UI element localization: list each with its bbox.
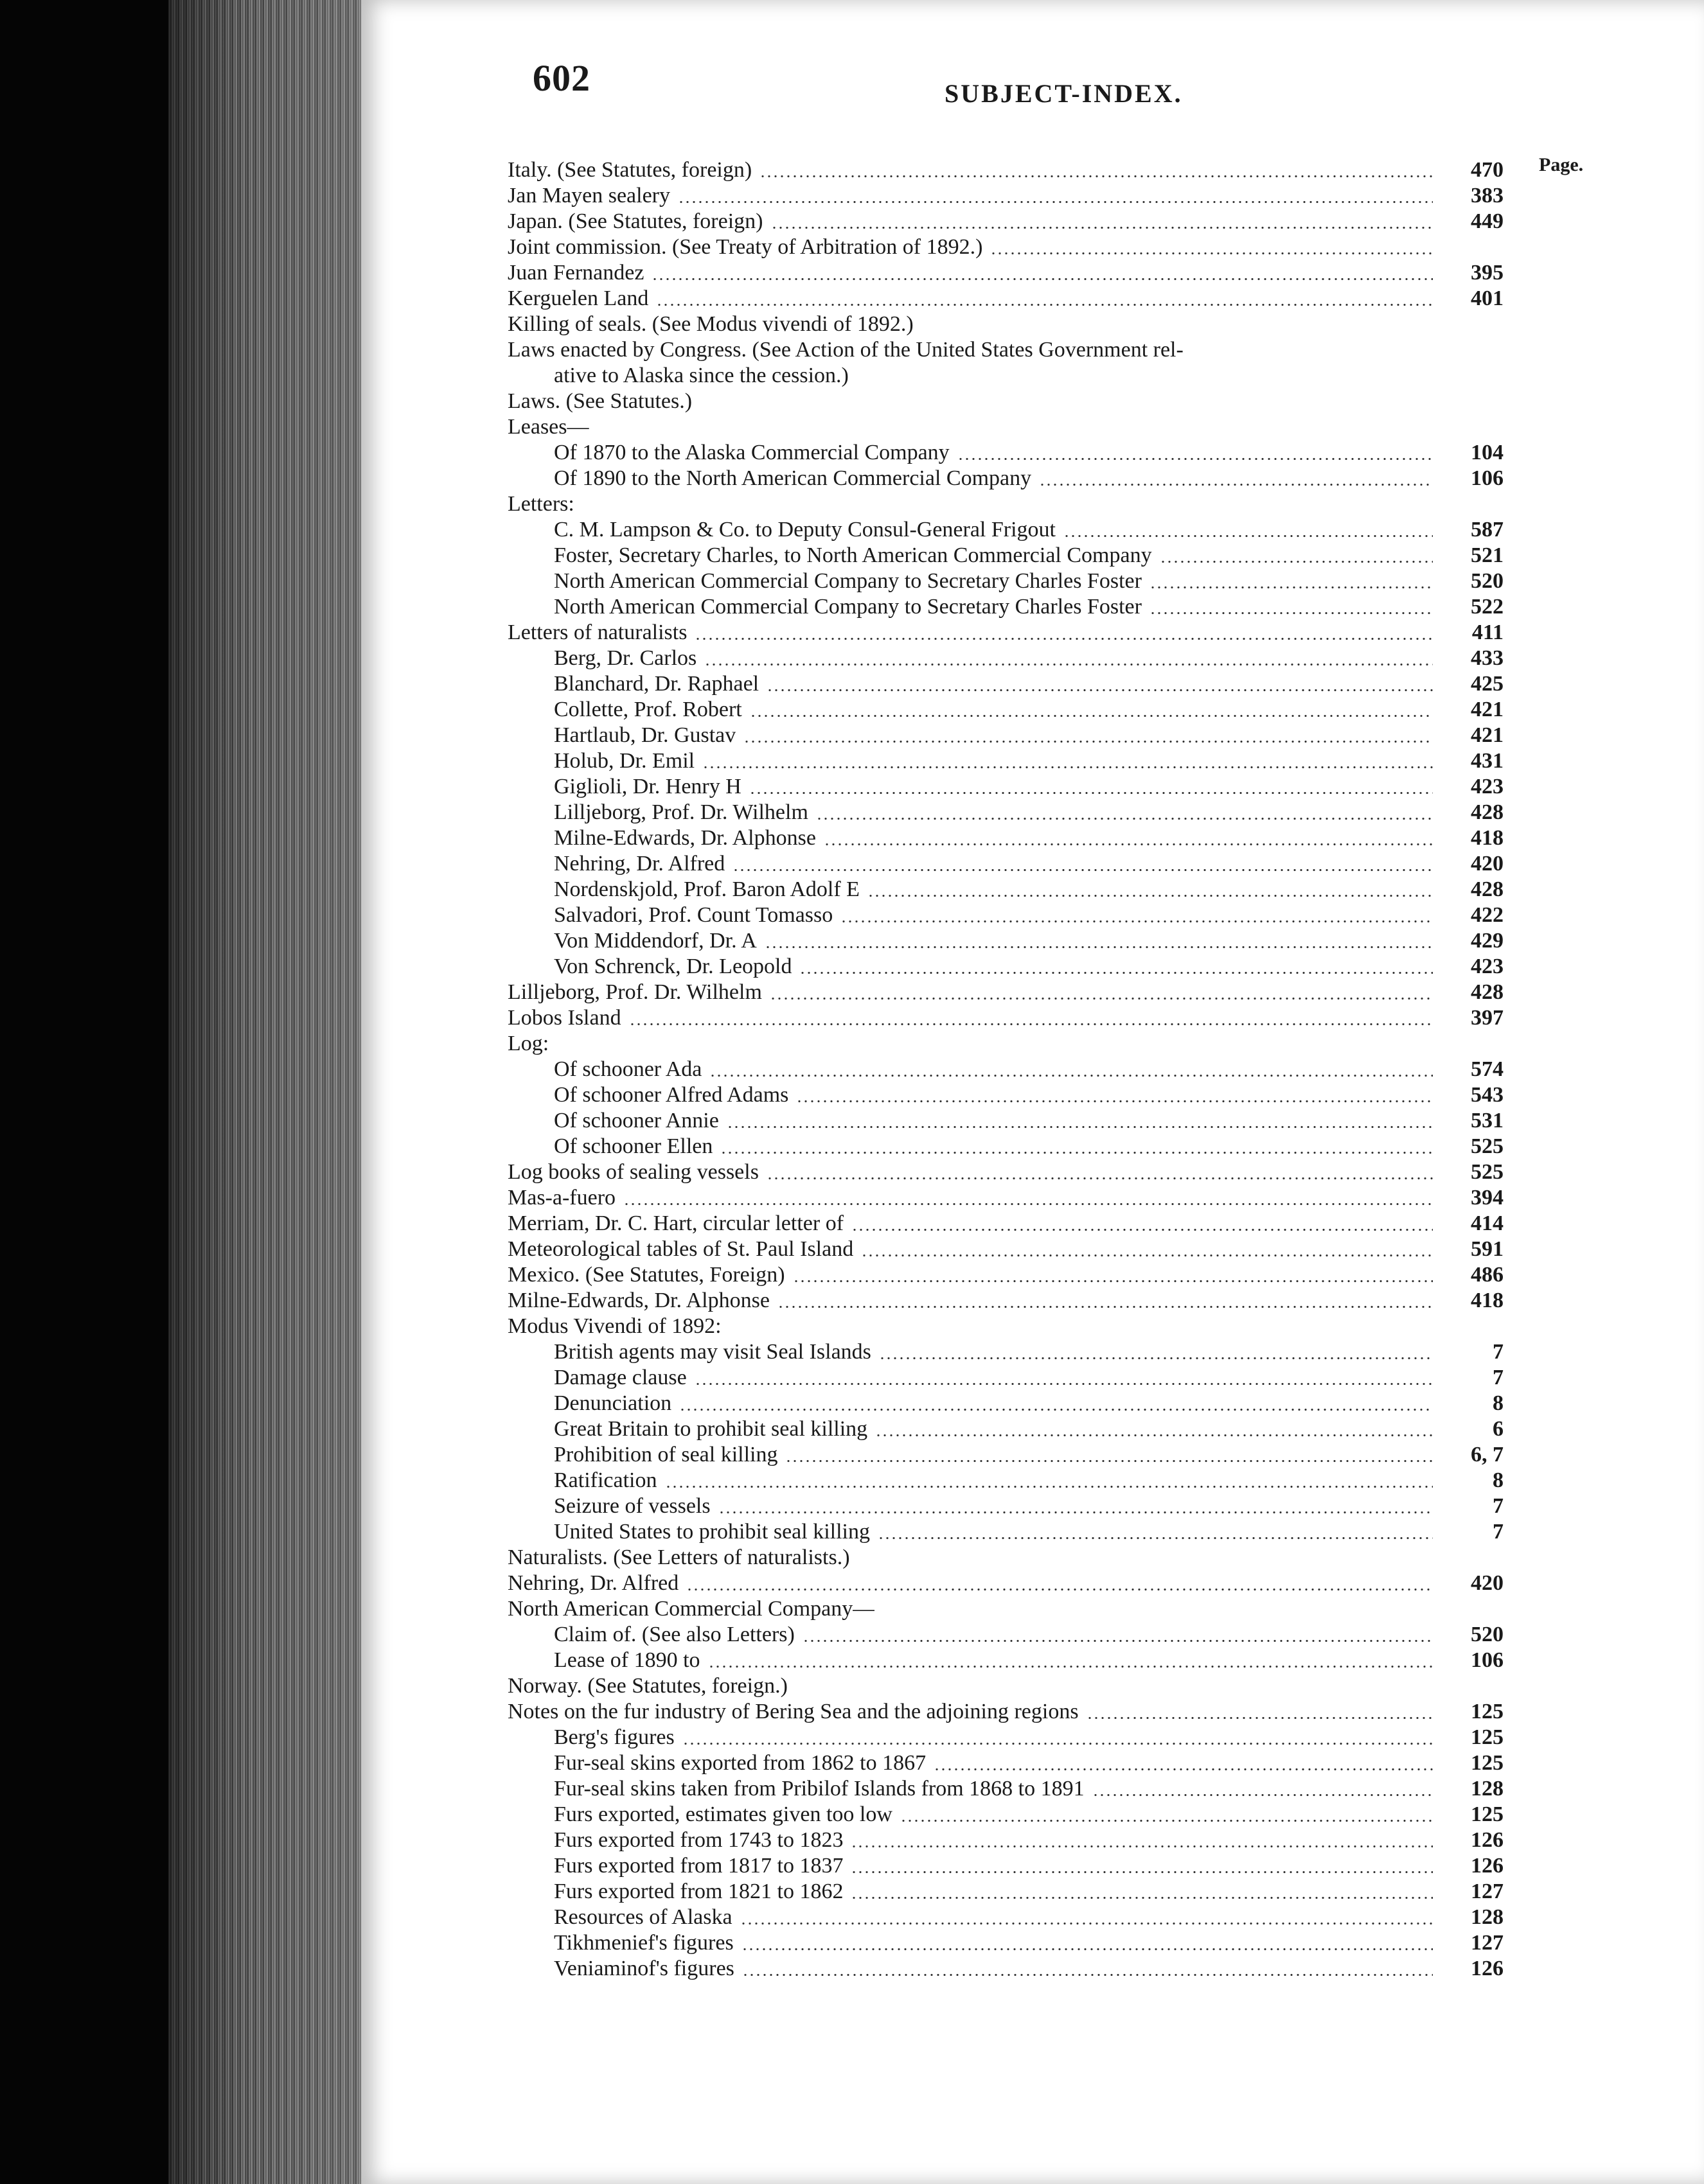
index-entry-text: Fur-seal skins exported from 1862 to 1867 — [554, 1751, 927, 1775]
index-entry — [508, 1750, 1504, 1776]
index-entry-text: Furs exported, estimates given too low — [554, 1802, 892, 1826]
index-entry — [508, 1853, 1504, 1879]
index-entry-text: Berg's figures — [554, 1725, 675, 1749]
index-entry-page: 104 — [1471, 441, 1504, 464]
index-entry — [508, 543, 1504, 568]
index-entry-text: Nehring, Dr. Alfred — [554, 852, 725, 876]
index-entry-text: Lobos Island — [508, 1006, 621, 1030]
index-entry-text: Milne-Edwards, Dr. Alphonse — [554, 826, 816, 850]
index-entry-text: Berg, Dr. Carlos — [554, 646, 697, 670]
index-entry-page: 411 — [1471, 621, 1504, 644]
dot-leader — [629, 1023, 1433, 1025]
index-entry-page: 421 — [1471, 698, 1504, 721]
dot-leader — [767, 1177, 1433, 1179]
index-entry — [508, 1905, 1504, 1930]
index-entry-text: Milne-Edwards, Dr. Alphonse — [508, 1289, 770, 1312]
index-entry-page: 428 — [1471, 800, 1504, 824]
index-entry-page: 106 — [1471, 466, 1504, 490]
dot-leader — [879, 1357, 1433, 1359]
index-entry — [508, 1827, 1504, 1853]
index-entry-text: Japan. (See Statutes, foreign) — [508, 209, 763, 233]
dot-leader — [708, 1666, 1433, 1668]
index-entry — [508, 1930, 1504, 1956]
index-entry-page: 425 — [1471, 672, 1504, 696]
dot-leader — [767, 689, 1433, 691]
dot-leader — [861, 1255, 1433, 1256]
index-entry — [508, 723, 1504, 748]
index-entry-page: 126 — [1471, 1828, 1504, 1852]
dot-leader — [656, 304, 1433, 306]
index-entry-text: Furs exported from 1743 to 1823 — [554, 1828, 844, 1852]
index-entry-text: Damage clause — [554, 1366, 687, 1389]
index-entry — [508, 1699, 1504, 1725]
dot-leader — [679, 1409, 1433, 1411]
dot-leader — [777, 1306, 1433, 1308]
index-entry — [508, 1622, 1504, 1648]
index-entry — [508, 1519, 1504, 1545]
index-entry-page: 127 — [1471, 1931, 1504, 1955]
index-entry-page: 383 — [1471, 184, 1504, 207]
dot-leader — [732, 869, 1433, 871]
index-entry-page: 414 — [1471, 1211, 1504, 1235]
dot-leader — [1092, 1794, 1433, 1796]
index-entry — [508, 1468, 1504, 1493]
index-entry-page: 126 — [1471, 1854, 1504, 1878]
index-entry-text: Prohibition of seal killing — [554, 1443, 778, 1466]
index-entry — [508, 800, 1504, 825]
index-entry-page: 7 — [1493, 1340, 1504, 1364]
index-entry-text: Of schooner Ada — [554, 1057, 702, 1081]
index-entry-page: 125 — [1471, 1700, 1504, 1723]
index-entry — [508, 1288, 1504, 1314]
index-entry — [508, 620, 1504, 646]
dot-leader — [851, 1871, 1433, 1873]
dot-leader — [702, 766, 1433, 768]
dot-leader — [695, 1383, 1433, 1385]
index-entry — [508, 1493, 1504, 1519]
index-entry-text: Log: — [508, 1032, 549, 1055]
index-entry-page: 449 — [1471, 209, 1504, 233]
index-entry — [508, 491, 1504, 517]
dot-leader — [742, 1974, 1433, 1976]
index-entry-page: 433 — [1471, 646, 1504, 670]
index-entry — [508, 209, 1504, 234]
index-entry-text: Lease of 1890 to — [554, 1648, 700, 1672]
dot-leader — [770, 998, 1433, 1000]
dot-leader — [741, 1948, 1433, 1950]
index-entry-text: Leases— — [508, 415, 589, 439]
index-entry — [508, 1776, 1504, 1802]
index-entry — [508, 774, 1504, 800]
index-entry — [508, 1031, 1504, 1057]
index-entry-text: Collette, Prof. Robert — [554, 698, 742, 721]
index-entry-text: Holub, Dr. Emil — [554, 749, 695, 773]
index-entry-page: 6, 7 — [1471, 1443, 1504, 1466]
index-entry-page: 428 — [1471, 877, 1504, 901]
dot-leader — [678, 201, 1433, 203]
index-entry — [508, 234, 1504, 260]
index-entry-page: 7 — [1493, 1366, 1504, 1389]
dot-leader — [957, 458, 1433, 460]
dot-leader — [759, 175, 1433, 177]
index-entry-text: Juan Fernandez — [508, 261, 644, 285]
dot-leader — [727, 1126, 1433, 1128]
index-entry — [508, 1648, 1504, 1673]
dot-leader — [686, 1589, 1433, 1590]
index-entry-page: 127 — [1471, 1880, 1504, 1903]
index-entry-text: Of schooner Annie — [554, 1109, 719, 1132]
index-entry-text: Giglioli, Dr. Henry H — [554, 775, 741, 798]
index-entry — [508, 1725, 1504, 1750]
index-entry — [508, 414, 1504, 440]
dot-leader — [740, 1923, 1433, 1924]
dot-leader — [709, 1075, 1433, 1077]
index-entry-text: Furs exported from 1821 to 1862 — [554, 1880, 844, 1903]
index-entry-page: 431 — [1471, 749, 1504, 773]
page-column-header: Page. — [1539, 154, 1584, 175]
index-entry — [508, 1442, 1504, 1468]
index-entry-page: 125 — [1471, 1725, 1504, 1749]
index-entry-text: North American Commercial Company to Secretary Charles Foster — [554, 595, 1142, 619]
index-entry — [508, 1005, 1504, 1031]
dot-leader — [799, 972, 1433, 974]
index-entry-page: 486 — [1471, 1263, 1504, 1287]
index-entry — [508, 1571, 1504, 1596]
dot-leader — [1149, 612, 1433, 614]
index-entry — [508, 697, 1504, 723]
dot-leader — [803, 1640, 1433, 1642]
index-entry-page: 418 — [1471, 1289, 1504, 1312]
index-entry-text: Norway. (See Statutes, foreign.) — [508, 1674, 788, 1698]
dot-leader — [785, 1460, 1433, 1462]
dot-leader — [1039, 484, 1433, 486]
index-entry-page: 521 — [1471, 543, 1504, 567]
dot-leader — [704, 664, 1433, 665]
index-entry-text: Nordenskjold, Prof. Baron Adolf E — [554, 877, 860, 901]
index-entry — [508, 1237, 1504, 1262]
index-entry-text: Denunciation — [554, 1391, 672, 1415]
page-number: 602 — [533, 57, 590, 99]
index-entry-page: 128 — [1471, 1777, 1504, 1801]
index-entry-text: Foster, Secretary Charles, to North American Commercial Company — [554, 543, 1152, 567]
dot-leader — [749, 792, 1433, 794]
index-entry-text: Great Britain to prohibit seal killing — [554, 1417, 868, 1441]
index-entry-page: 522 — [1471, 595, 1504, 619]
index-entry-page: 128 — [1471, 1905, 1504, 1929]
index-entry — [508, 1108, 1504, 1134]
index-entry-page: 395 — [1471, 261, 1504, 285]
index-entry — [508, 568, 1504, 594]
index-entry-text: Von Schrenck, Dr. Leopold — [554, 955, 792, 978]
dot-leader — [718, 1511, 1433, 1513]
index-entry-text: British agents may visit Seal Islands — [554, 1340, 871, 1364]
index-entry-page: 420 — [1471, 852, 1504, 876]
index-entry-text: Nehring, Dr. Alfred — [508, 1571, 679, 1595]
index-entry-text: Ratification — [554, 1468, 657, 1492]
index-entry-text: Veniaminof's figures — [554, 1957, 734, 1980]
index-entry — [508, 1159, 1504, 1185]
dot-leader — [1160, 561, 1433, 563]
index-entry — [508, 389, 1504, 414]
running-head: SUBJECT-INDEX. — [945, 79, 1183, 108]
index-entry-text: Claim of. (See also Letters) — [554, 1623, 795, 1646]
index-entry — [508, 1879, 1504, 1905]
index-entry-text: Naturalists. (See Letters of naturalists.) — [508, 1546, 850, 1569]
index-entry — [508, 1082, 1504, 1108]
dot-leader — [878, 1537, 1433, 1539]
index-entry-page: 423 — [1471, 955, 1504, 978]
index-entry-page: 125 — [1471, 1802, 1504, 1826]
index-entry — [508, 1134, 1504, 1159]
index-entry-text: Laws. (See Statutes.) — [508, 389, 693, 413]
dot-leader — [1087, 1717, 1433, 1719]
book-page-edge — [168, 0, 361, 2184]
index-entry-text: Resources of Alaska — [554, 1905, 732, 1929]
index-entry-page: 520 — [1471, 1623, 1504, 1646]
index-entry-page: 422 — [1471, 903, 1504, 927]
index-entry-text: Of 1870 to the Alaska Commercial Company — [554, 441, 950, 464]
index-entry — [508, 825, 1504, 851]
index-entry — [508, 1262, 1504, 1288]
index-entry-text: Furs exported from 1817 to 1837 — [554, 1854, 844, 1878]
dot-leader — [875, 1434, 1433, 1436]
index-entry-page: 531 — [1471, 1109, 1504, 1132]
dot-leader — [851, 1229, 1433, 1231]
index-entry-text: C. M. Lampson & Co. to Deputy Consul-General Frigout — [554, 518, 1056, 542]
index-entry-page: 520 — [1471, 569, 1504, 593]
index-entry-page: 429 — [1471, 929, 1504, 953]
dot-leader — [990, 252, 1433, 254]
index-entry-page: 401 — [1471, 286, 1504, 310]
index-entry-page: 428 — [1471, 980, 1504, 1004]
index-entry — [508, 980, 1504, 1005]
index-entry-text: Meteorological tables of St. Paul Island — [508, 1237, 854, 1261]
dot-leader — [665, 1486, 1433, 1488]
index-entry-page: 8 — [1493, 1391, 1504, 1415]
index-entry-text: Modus Vivendi of 1892: — [508, 1314, 722, 1338]
index-entry — [508, 1956, 1504, 1982]
index-entry — [508, 1416, 1504, 1442]
index-entry — [508, 903, 1504, 928]
index-entry — [508, 183, 1504, 209]
index-entry-text: Laws enacted by Congress. (See Action of the United States Government rel- — [508, 338, 1184, 362]
index-entry — [508, 1314, 1504, 1339]
index-entry-page: 543 — [1471, 1083, 1504, 1107]
index-entry-page: 423 — [1471, 775, 1504, 798]
dot-leader — [824, 843, 1433, 845]
dot-leader — [695, 638, 1433, 640]
index-entry-text: Lilljeborg, Prof. Dr. Wilhelm — [554, 800, 808, 824]
dot-leader — [682, 1743, 1433, 1745]
index-entry-text: Of schooner Ellen — [554, 1134, 713, 1158]
index-entry-page: 397 — [1471, 1006, 1504, 1030]
index-entry-text: Merriam, Dr. C. Hart, circular letter of — [508, 1211, 844, 1235]
index-entry — [508, 1391, 1504, 1416]
index-entry — [508, 312, 1504, 337]
index-entry — [508, 157, 1504, 183]
index-entry — [508, 286, 1504, 312]
index-entry-page: 525 — [1471, 1134, 1504, 1158]
index-entry-page: 125 — [1471, 1751, 1504, 1775]
index-entry-page: 591 — [1471, 1237, 1504, 1261]
index-entry-text: Notes on the fur industry of Bering Sea and the adjoining regions — [508, 1700, 1079, 1723]
index-entry-text: ative to Alaska since the cession.) — [554, 364, 849, 387]
index-entry-text: Log books of sealing vessels — [508, 1160, 759, 1184]
dot-leader — [851, 1897, 1433, 1899]
index-entry-text: Hartlaub, Dr. Gustav — [554, 723, 736, 747]
index-entry — [508, 363, 1504, 389]
index-entry-text: Letters: — [508, 492, 574, 516]
index-entry — [508, 1211, 1504, 1237]
index-entry-page: 7 — [1493, 1494, 1504, 1518]
index-entry-page: 470 — [1471, 158, 1504, 182]
index-entry-text: Italy. (See Statutes, foreign) — [508, 158, 752, 182]
index-entry — [508, 260, 1504, 286]
index-entry — [508, 517, 1504, 543]
index-entry — [508, 1802, 1504, 1827]
index-entry — [508, 594, 1504, 620]
dot-leader — [1063, 535, 1433, 537]
dot-leader — [1149, 586, 1433, 588]
index-entry-page: 587 — [1471, 518, 1504, 542]
index-entry-text: Von Middendorf, Dr. A — [554, 929, 757, 953]
index-entry-text: Mexico. (See Statutes, Foreign) — [508, 1263, 785, 1287]
index-entry — [508, 851, 1504, 877]
index-entry-text: Kerguelen Land — [508, 286, 649, 310]
index-entry — [508, 1185, 1504, 1211]
dot-leader — [816, 818, 1433, 820]
index-entry-text: Jan Mayen sealery — [508, 184, 671, 207]
index-entry — [508, 1596, 1504, 1622]
index-entry-text: Fur-seal skins taken from Pribilof Islands from 1868 to 1891 — [554, 1777, 1085, 1801]
index-entry — [508, 466, 1504, 491]
index-entry-text: Tikhmenief's figures — [554, 1931, 734, 1955]
index-entry-page: 126 — [1471, 1957, 1504, 1980]
index-entry — [508, 646, 1504, 671]
index-entry-text: Of schooner Alfred Adams — [554, 1083, 789, 1107]
dot-leader — [750, 715, 1433, 717]
dot-leader — [720, 1152, 1433, 1154]
index-entry — [508, 440, 1504, 466]
index-entry-page: 574 — [1471, 1057, 1504, 1081]
dot-leader — [934, 1768, 1433, 1770]
index-entry-text: Seizure of vessels — [554, 1494, 711, 1518]
index-entry-text: North American Commercial Company to Secretary Charles Foster — [554, 569, 1142, 593]
index-entry — [508, 1057, 1504, 1082]
index-entry-text: Mas-a-fuero — [508, 1186, 616, 1210]
index-entry — [508, 954, 1504, 980]
dot-leader — [867, 895, 1433, 897]
index-entry — [508, 928, 1504, 954]
dot-leader — [743, 741, 1433, 743]
index-entry-text: North American Commercial Company— — [508, 1597, 875, 1621]
index-entry — [508, 671, 1504, 697]
dot-leader — [851, 1845, 1433, 1847]
dot-leader — [652, 278, 1433, 280]
index-entry-text: Joint commission. (See Treaty of Arbitration of 1892.) — [508, 235, 983, 259]
index-entry-page: 418 — [1471, 826, 1504, 850]
index-entry-page: 8 — [1493, 1468, 1504, 1492]
index-entry — [508, 1365, 1504, 1391]
dot-leader — [900, 1820, 1433, 1822]
index-entry — [508, 748, 1504, 774]
dot-leader — [623, 1203, 1433, 1205]
index-entry-text: Letters of naturalists — [508, 621, 688, 644]
dot-leader — [771, 227, 1433, 229]
index-entry — [508, 1673, 1504, 1699]
index-entry — [508, 1545, 1504, 1571]
index-entry-page: 394 — [1471, 1186, 1504, 1210]
dot-leader — [793, 1280, 1433, 1282]
index-entry — [508, 877, 1504, 903]
dot-leader — [765, 946, 1433, 948]
index-entry-page: 421 — [1471, 723, 1504, 747]
index-entry-page: 525 — [1471, 1160, 1504, 1184]
index-entry-text: Lilljeborg, Prof. Dr. Wilhelm — [508, 980, 762, 1004]
dot-leader — [840, 920, 1433, 922]
index-entry-text: Salvadori, Prof. Count Tomasso — [554, 903, 833, 927]
index-entry — [508, 337, 1504, 363]
index-entry-text: Killing of seals. (See Modus vivendi of 1892.) — [508, 312, 914, 336]
index-entry-text: Blanchard, Dr. Raphael — [554, 672, 759, 696]
dot-leader — [796, 1100, 1433, 1102]
index-entry-text: United States to prohibit seal killing — [554, 1520, 871, 1544]
subject-index-list — [508, 157, 1504, 1982]
index-entry-page: 7 — [1493, 1520, 1504, 1544]
index-entry-text: Of 1890 to the North American Commercial Company — [554, 466, 1032, 490]
index-entry-page: 420 — [1471, 1571, 1504, 1595]
index-entry-page: 6 — [1493, 1417, 1504, 1441]
index-entry-page: 106 — [1471, 1648, 1504, 1672]
index-entry — [508, 1339, 1504, 1365]
